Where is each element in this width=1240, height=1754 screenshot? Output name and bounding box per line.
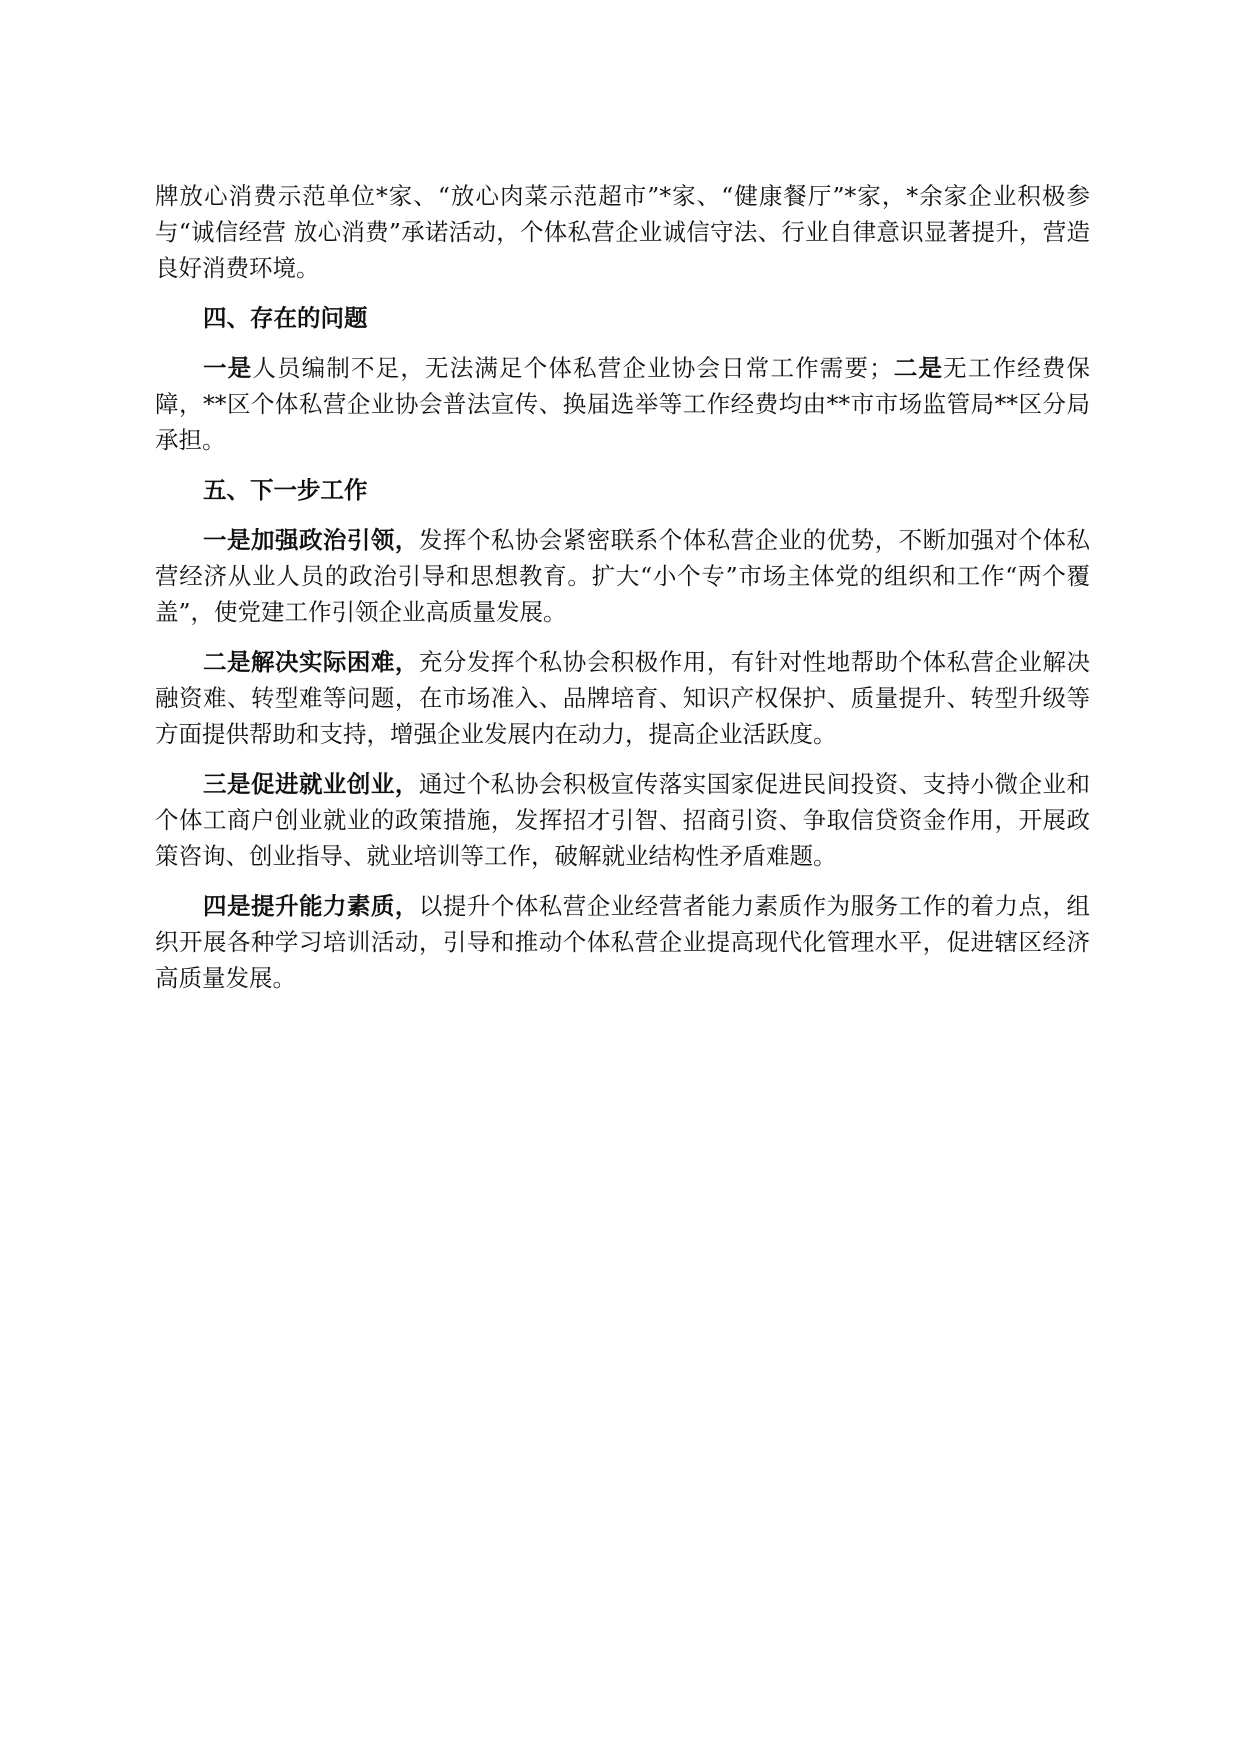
problem-lead-2: 二是: [892, 354, 944, 382]
next-step-text: 以提升个体私营企业经营者能力素质作为服务工作的着力点，组织开展各种学习培训活动，引导和推动个体私营企业提高现代化管理水平，促进辖区经济高质量发展。: [155, 892, 1090, 992]
next-step-lead: 一是加强政治引领，: [203, 526, 419, 554]
next-step-lead: 三是促进就业创业，: [203, 770, 419, 798]
next-step-paragraph-2: [155, 644, 1090, 752]
problem-text-1: 人员编制不足，无法满足个体私营企业协会日常工作需要；: [252, 354, 893, 382]
next-step-text: 发挥个私协会紧密联系个体私营企业的优势，不断加强对个体私营经济从业人员的政治引导和思想教育。扩大“小个专”市场主体党的组织和工作“两个覆盖”，使党建工作引领企业高质量发展。: [155, 526, 1090, 626]
document-body: [155, 178, 1090, 1010]
next-step-text: 充分发挥个私协会积极作用，有针对性地帮助个体私营企业解决融资难、转型难等问题，在市场准入、品牌培育、知识产权保护、质量提升、转型升级等方面提供帮助和支持，增强企业发展内在动力，提高企业活跃度。: [155, 648, 1090, 748]
next-step-lead: 四是提升能力素质，: [203, 892, 419, 920]
problem-lead-1: 一是: [203, 354, 253, 382]
continuation-paragraph: 牌放心消费示范单位*家、“放心肉菜示范超市”*家、“健康餐厅”*家，*余家企业积极参与“诚信经营 放心消费”承诺活动，个体私营企业诚信守法、行业自律意识显著提升，营造良好消费环境。: [155, 182, 1090, 282]
next-step-text: 通过个私协会积极宣传落实国家促进民间投资、支持小微企业和个体工商户创业就业的政策措施，发挥招才引智、招商引资、争取信贷资金作用，开展政策咨询、创业指导、就业培训等工作，破解就业结构性矛盾难题。: [155, 770, 1090, 870]
next-step-paragraph-1: [155, 522, 1090, 630]
next-step-paragraph-4: [155, 888, 1090, 996]
problems-paragraph: [155, 350, 1090, 458]
section-heading-problems: 四、存在的问题: [203, 304, 368, 332]
problem-text-2: 无工作经费保障，**区个体私营企业协会普法宣传、换届选举等工作经费均由**市市场监管局**区分局承担。: [155, 354, 1091, 454]
next-step-paragraph-3: [155, 766, 1090, 874]
next-step-lead: 二是解决实际困难，: [203, 648, 419, 676]
section-heading-next-steps: 五、下一步工作: [203, 476, 368, 504]
